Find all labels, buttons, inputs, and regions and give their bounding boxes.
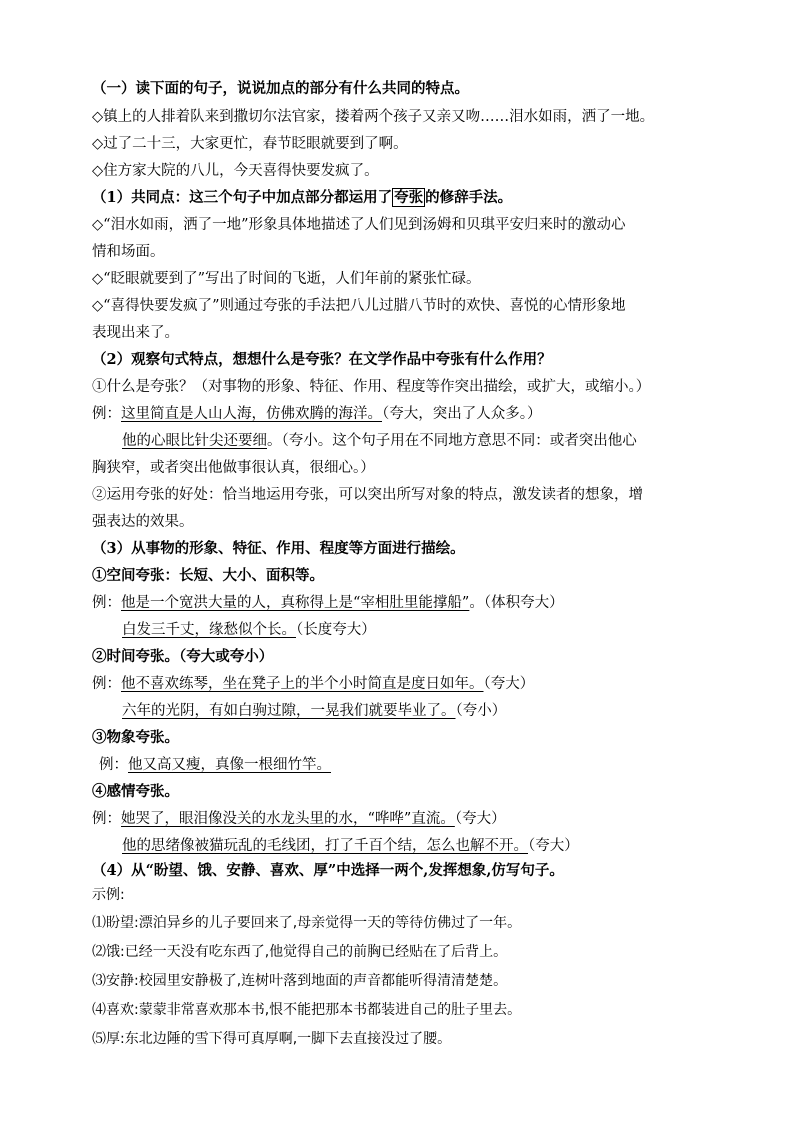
example-sentence: 他又高又瘦，真像一根细竹竿。 (128, 757, 331, 773)
example-note: （夸小） (455, 703, 507, 719)
section-heading: （一）读下面的句子，说说加点的部分有什么共同的特点。 (92, 80, 469, 97)
part1-heading-before: （1）共同点：这三个句子中加点部分都运用了 (92, 189, 393, 206)
hyperbole-benefit-line-2: 强表达的效果。 (92, 514, 194, 530)
boxed-keyword: 夸张 (394, 189, 424, 206)
emotion-example-2 (122, 837, 579, 855)
example-sentence: 这里简直是人山人海，仿佛欢腾的海洋。 (121, 406, 382, 422)
part3-heading: （3）从事物的形象、特征、作用、程度等方面进行描绘。 (92, 540, 465, 557)
emotion-hyperbole-heading: ④感情夸张。 (92, 783, 179, 800)
part4-heading: （4）从“盼望、饿、安静、喜欢、厚”中选择一两个,发挥想象,仿写句子。 (92, 862, 564, 879)
example-sentence: 六年的光阴，有如白驹过隙，一晃我们就要毕业了。 (122, 703, 456, 719)
example-note: （夸大） (528, 838, 579, 854)
part2-heading: （2）观察句式特点，想想什么是夸张？在文学作品中夸张有什么作用？ (92, 351, 552, 368)
analysis-1-line-2: 情和场面。 (92, 244, 165, 260)
example-sentence: 白发三千丈，缘愁似个长。 (122, 622, 296, 638)
definition-example-2 (122, 432, 637, 450)
example-sentence: 他的思绪像被猫玩乱的毛线团，打了千百个结，怎么也解不开。 (122, 838, 528, 854)
sample-item-2: ⑵饿:已经一天没有吃东西了,他觉得自己的前胸已经贴在了后背上。 (92, 944, 508, 960)
object-example (99, 756, 331, 774)
example-sentence: 她哭了，眼泪像没关的水龙头里的水，“哗哗”直流。 (121, 811, 455, 827)
space-example-2 (122, 621, 376, 639)
example-note: （夸大） (483, 676, 535, 692)
time-example-2 (122, 702, 506, 720)
example-note: 。（体积夸大） (469, 595, 564, 611)
hyperbole-benefit-line-1: ②运用夸张的好处：恰当地运用夸张，可以突出所写对象的特点，激发读者的想象，增 (92, 487, 643, 503)
example-prefix: 例： (92, 595, 121, 611)
analysis-1-line-1: ◇“泪水如雨，洒了一地”形象具体地描述了人们见到汤姆和贝琪平安归来时的激动心 (92, 217, 626, 233)
space-hyperbole-heading: ①空间夸张：长短、大小、面积等。 (92, 567, 324, 584)
example-prefix: 例： (99, 757, 128, 773)
example-sentence: 他的心眼比针尖还要细 (122, 433, 267, 449)
example-sentence-3: ◇住方家大院的八儿，今天喜得快要发疯了。 (92, 163, 379, 179)
sample-item-3: ⑶安静:校园里安静极了,连树叶落到地面的声音都能听得清清楚楚。 (92, 973, 508, 989)
emotion-example-1 (92, 810, 506, 828)
definition-example-2-line-2: 胸狭窄，或者突出他做事很认真，很细心。） (92, 460, 375, 476)
part1-heading-after: 的修辞手法。 (425, 189, 513, 206)
hyperbole-definition: ①什么是夸张？（对事物的形象、特征、作用、程度等作突出描绘，或扩大，或缩小。） (92, 379, 651, 395)
example-sentence: 他不喜欢练琴，坐在凳子上的半个小时简直是度日如年。 (121, 676, 484, 692)
example-note: （夸大） (454, 811, 506, 827)
example-note: （夸大，突出了人众多。） (382, 406, 542, 422)
example-sentence-1: ◇镇上的人排着队来到撒切尔法官家，搂着两个孩子又亲又吻……泪水如雨，洒了一地。 (92, 109, 655, 125)
sample-item-4: ⑷喜欢:蒙蒙非常喜欢那本书,恨不能把那本书都装进自己的肚子里去。 (92, 1002, 522, 1018)
sample-item-1: ⑴盼望:漂泊异乡的儿子要回来了,母亲觉得一天的等待仿佛过了一年。 (92, 915, 522, 931)
analysis-3-line-2: 表现出来了。 (92, 325, 179, 341)
example-sentence-2: ◇过了二十三，大家更忙，春节眨眼就要到了啊。 (92, 136, 408, 152)
analysis-2: ◇“眨眼就要到了”写出了时间的飞逝，人们年前的紧张忙碌。 (92, 271, 481, 287)
sample-label: 示例: (92, 887, 125, 903)
example-prefix: 例： (92, 811, 121, 827)
part1-heading (92, 189, 512, 207)
object-hyperbole-heading: ③物象夸张。 (92, 729, 179, 746)
definition-example-1 (92, 405, 542, 423)
sample-item-5: ⑸厚:东北边陲的雪下得可真厚啊,一脚下去直接没过了腰。 (92, 1031, 452, 1047)
example-note: （长度夸大） (296, 622, 376, 638)
example-prefix: 例： (92, 406, 121, 422)
time-example-1 (92, 675, 534, 693)
analysis-3-line-1: ◇“喜得快要发疯了”则通过夸张的手法把八儿过腊八节时的欢快、喜悦的心情形象地 (92, 298, 626, 314)
example-sentence: 他是一个宽洪大量的人，真称得上是“宰相肚里能撑船” (121, 595, 470, 611)
time-hyperbole-heading: ②时间夸张。（夸大或夸小） (92, 648, 274, 665)
space-example-1 (92, 594, 564, 612)
example-note: 。（夸小。这个句子用在不同地方意思不同：或者突出他心 (267, 433, 637, 449)
example-prefix: 例： (92, 676, 121, 692)
